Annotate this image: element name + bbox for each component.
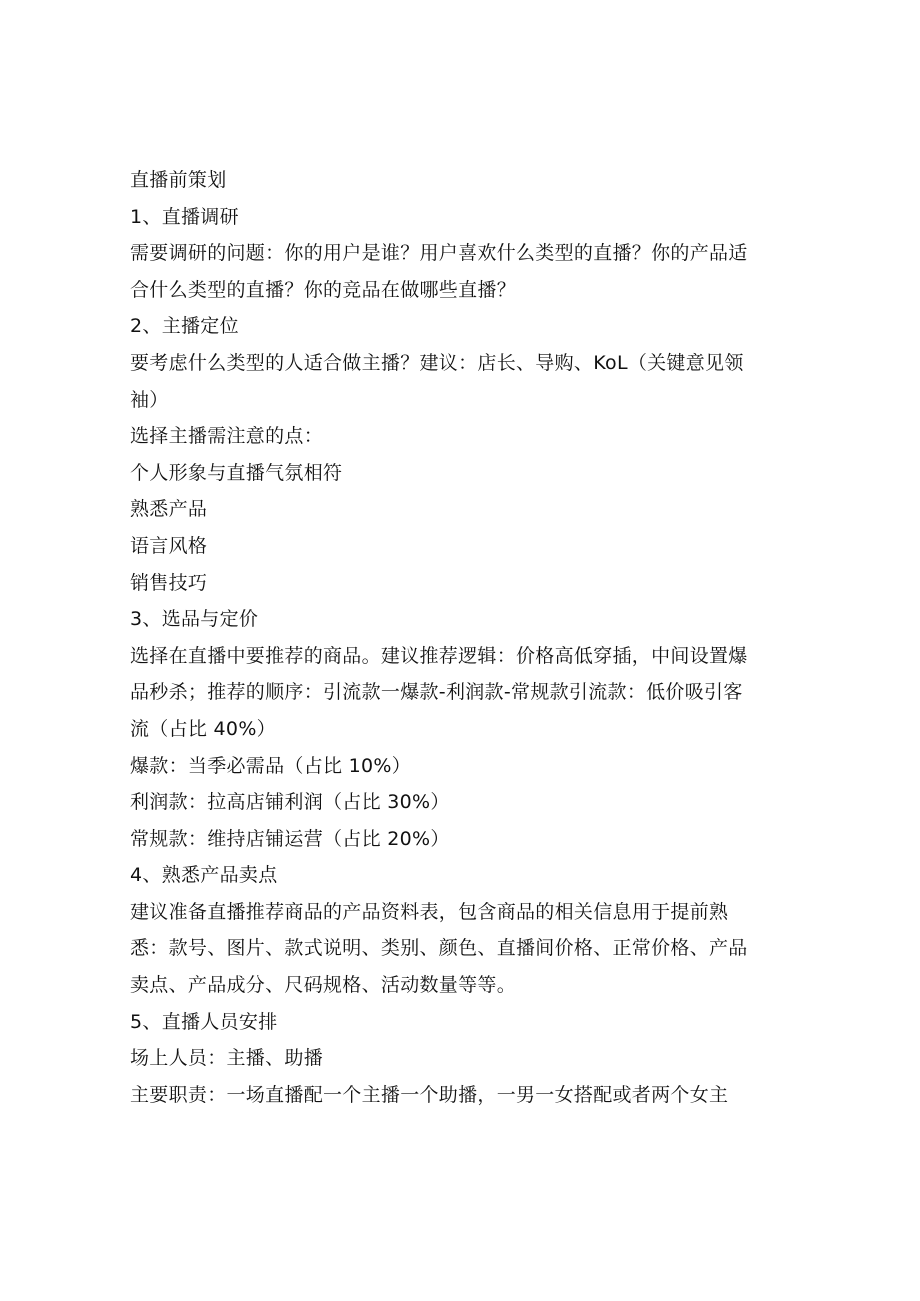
paragraph-line: 建议准备直播推荐商品的产品资料表，包含商品的相关信息用于提前熟 <box>130 900 729 923</box>
paragraph-line: 需要调研的问题：你的用户是谁？用户喜欢什么类型的直播？你的产品适 <box>130 242 748 265</box>
document-title: 直播前策划 <box>130 169 227 191</box>
list-item: 常规款：维持店铺运营（占比 20%） <box>130 827 450 850</box>
section-heading: 5、直播人员安排 <box>130 1010 278 1033</box>
list-item: 个人形象与直播气氛相符 <box>130 461 343 484</box>
paragraph-line: 场上人员：主播、助播 <box>130 1047 324 1070</box>
paragraph-line: 要考虑什么类型的人适合做主播？建议：店长、导购、KoL（关键意见领 <box>130 351 744 374</box>
paragraph-line: 流（占比 40%） <box>130 717 276 740</box>
paragraph-line: 袖） <box>130 388 169 411</box>
section-heading: 2、主播定位 <box>130 315 239 338</box>
document-body <box>130 162 790 1113</box>
paragraph-line: 选择在直播中要推荐的商品。建议推荐逻辑：价格高低穿插，中间设置爆 <box>130 644 748 667</box>
section-heading: 1、直播调研 <box>130 205 239 228</box>
paragraph-line: 选择主播需注意的点： <box>130 425 324 448</box>
list-item: 销售技巧 <box>130 571 208 594</box>
paragraph-line: 卖点、产品成分、尺码规格、活动数量等等。 <box>130 974 517 997</box>
section-heading: 4、熟悉产品卖点 <box>130 864 278 887</box>
paragraph-line: 品秒杀；推荐的顺序：引流款一爆款-利润款-常规款引流款：低价吸引客 <box>130 681 743 704</box>
section-heading: 3、选品与定价 <box>130 608 259 631</box>
paragraph-line: 合什么类型的直播？你的竞品在做哪些直播？ <box>130 278 517 301</box>
list-item: 利润款：拉高店铺利润（占比 30%） <box>130 791 450 814</box>
paragraph-line: 主要职责：一场直播配一个主播一个助播，一男一女搭配或者两个女主 <box>130 1083 729 1106</box>
list-item: 爆款：当季必需品（占比 10%） <box>130 754 412 777</box>
list-item: 熟悉产品 <box>130 498 208 521</box>
list-item: 语言风格 <box>130 534 208 557</box>
paragraph-line: 悉：款号、图片、款式说明、类别、颜色、直播间价格、正常价格、产品 <box>130 937 748 960</box>
